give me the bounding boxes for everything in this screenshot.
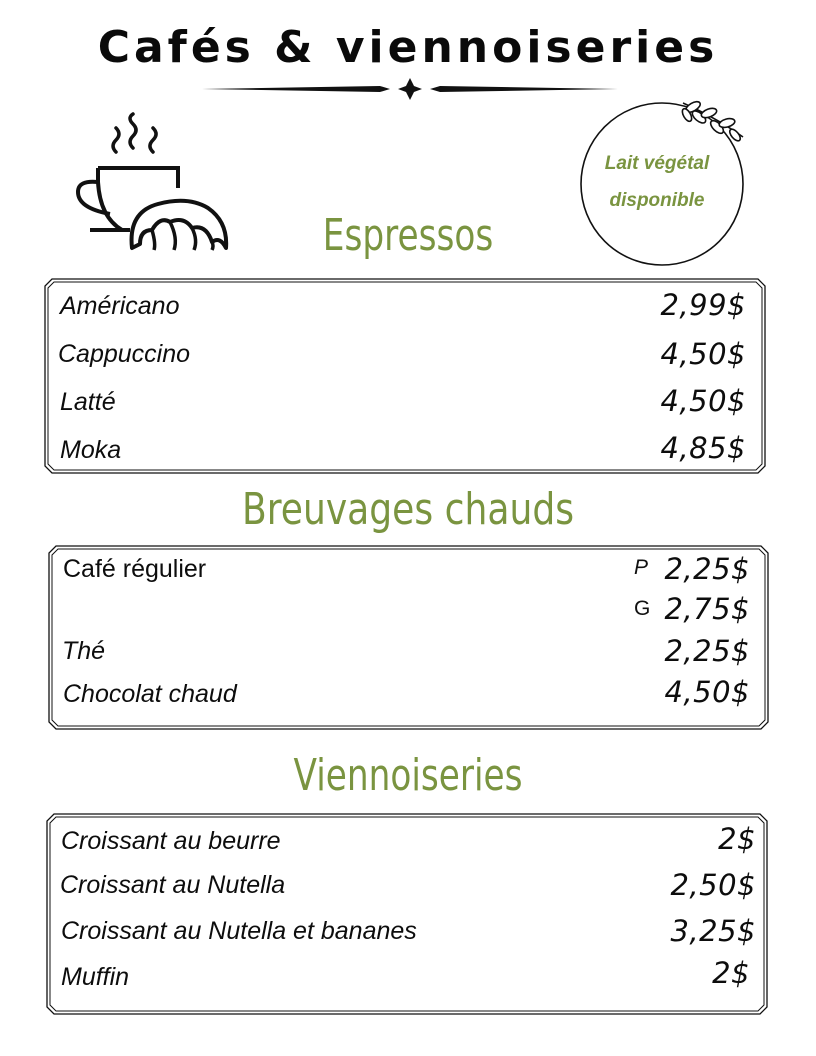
menu-title: Cafés & viennoiseries <box>97 22 719 73</box>
item-price: 4,50$ <box>660 337 746 371</box>
item-name: Thé <box>62 637 106 665</box>
item-name: Muffin <box>61 963 130 991</box>
item-name: Croissant au beurre <box>61 827 281 855</box>
diamond-ornament-icon <box>200 76 620 104</box>
item-price: 4,85$ <box>660 431 746 465</box>
section-title-hot-drinks: Breuvages chauds <box>241 484 575 535</box>
item-price: 2$ <box>712 956 750 990</box>
item-price: 3,25$ <box>670 914 756 948</box>
item-price: 4,50$ <box>664 675 750 709</box>
item-name: Américano <box>60 292 180 320</box>
section-title-espressos: Espressos <box>322 210 494 261</box>
item-name: Moka <box>60 436 122 464</box>
badge-line-1: Lait végétal <box>604 153 710 174</box>
item-price: 4,50$ <box>660 384 746 418</box>
item-name: Chocolat chaud <box>63 680 237 708</box>
size-label: P <box>634 556 649 579</box>
item-name: Croissant au Nutella et bananes <box>61 917 417 945</box>
item-name: Croissant au Nutella <box>60 871 286 899</box>
item-price: 2,50$ <box>670 868 756 902</box>
item-name: Cappuccino <box>58 340 191 368</box>
item-name: Latté <box>60 388 116 416</box>
item-price: 2,25$ <box>664 634 750 668</box>
item-price: 2,99$ <box>660 288 746 322</box>
badge-line-2: disponible <box>609 190 705 211</box>
item-name: Café régulier <box>63 555 207 583</box>
item-price: 2,25$ <box>664 552 750 586</box>
leaf-branch-icon <box>680 100 743 143</box>
item-price: 2,75$ <box>664 592 750 626</box>
item-price: 2$ <box>718 822 756 856</box>
section-title-pastries: Viennoiseries <box>293 750 523 801</box>
size-label: G <box>634 597 651 620</box>
